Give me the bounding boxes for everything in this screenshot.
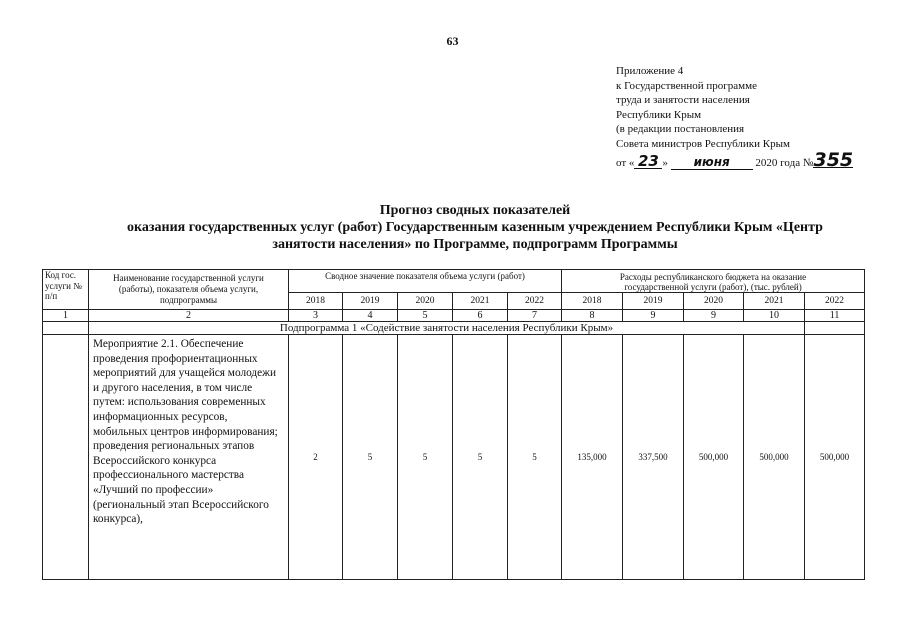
appendix-date-line [616,148,854,171]
expense-value: 500,000 [805,335,865,580]
header-volume-group: Сводное значение показателя объема услуги (работ) [289,270,562,293]
measure-code [43,335,89,580]
column-number: 9 [623,310,684,322]
handwritten-month: июня [671,155,753,171]
year-expenses: 2022 [805,293,865,310]
column-number: 8 [562,310,623,322]
year-volume: 2020 [398,293,453,310]
date-prefix: от « [616,156,635,169]
volume-value: 2 [289,335,343,580]
column-number: 2 [89,310,289,322]
year-expenses: 2018 [562,293,623,310]
year-volume: 2021 [453,293,508,310]
column-number: 1 [43,310,89,322]
column-number: 3 [289,310,343,322]
column-number: 11 [805,310,865,322]
column-numbers-row [43,310,865,322]
column-number: 7 [508,310,562,322]
title-line: Прогноз сводных показателей [379,203,571,218]
column-number: 4 [343,310,398,322]
column-number: 10 [744,310,805,322]
column-number: 6 [453,310,508,322]
header-code: Код гос. услуги № п/п [43,270,89,310]
expense-value: 337,500 [623,335,684,580]
page-number: 63 [446,34,459,48]
year-expenses: 2019 [623,293,684,310]
title-line: оказания государственных услуг (работ) Государственным казенным учреждением Республики Крым «Центр [127,220,823,235]
measure-description: Мероприятие 2.1. Обеспечение проведения профориентационных мероприятий для учащейся молодежи и другого населения, в том числе путем: использования современных информационных ресурсов, мобильных центров информирования; проведения региональных этапов Всероссийского конкурса профессионального мастерства «Лучший по профессии» (региональный этап Всероссийского конкурса), [89,335,289,580]
volume-value: 5 [398,335,453,580]
appendix-line: труда и занятости населения [616,94,750,107]
date-year: 2020 года № [755,156,814,169]
document-title [60,202,890,253]
appendix-line: Приложение 4 [616,65,684,77]
appendix-line: к Государственной программе [616,79,757,92]
expense-value: 135,000 [562,335,623,580]
header-row [43,270,865,293]
expense-value: 500,000 [744,335,805,580]
handwritten-day: 23 [634,154,662,170]
appendix-line: (в редакции постановления [616,123,745,136]
volume-value: 5 [453,335,508,580]
column-number: 5 [398,310,453,322]
table-row [43,335,865,580]
subprogram-title: Подпрограмма 1 «Содействие занятости населения Республики Крым» [89,322,805,335]
date-mid: » [662,156,668,169]
subprogram-empty [805,322,865,335]
forecast-table [42,269,865,580]
appendix-block [616,64,853,170]
year-volume: 2018 [289,293,343,310]
appendix-line: Совета министров Республики Крым [616,137,790,150]
volume-value: 5 [508,335,562,580]
header-expenses-group: Расходы республиканского бюджета на оказание государственной услуги (работ), (тыс. рублей) [562,270,865,293]
year-expenses: 2020 [684,293,744,310]
subprogram-row [43,322,865,335]
header-name: Наименование государственной услуги (работы), показателя объема услуги, подпрограммы [89,270,289,310]
column-number: 9 [684,310,744,322]
year-expenses: 2021 [744,293,805,310]
volume-value: 5 [343,335,398,580]
handwritten-number: 355 [813,148,854,171]
subprogram-code [43,322,89,335]
appendix-line: Республики Крым [616,108,702,121]
year-volume: 2019 [343,293,398,310]
expense-value: 500,000 [684,335,744,580]
year-volume: 2022 [508,293,562,310]
title-line: занятости населения» по Программе, подпрограмм Программы [272,237,678,252]
